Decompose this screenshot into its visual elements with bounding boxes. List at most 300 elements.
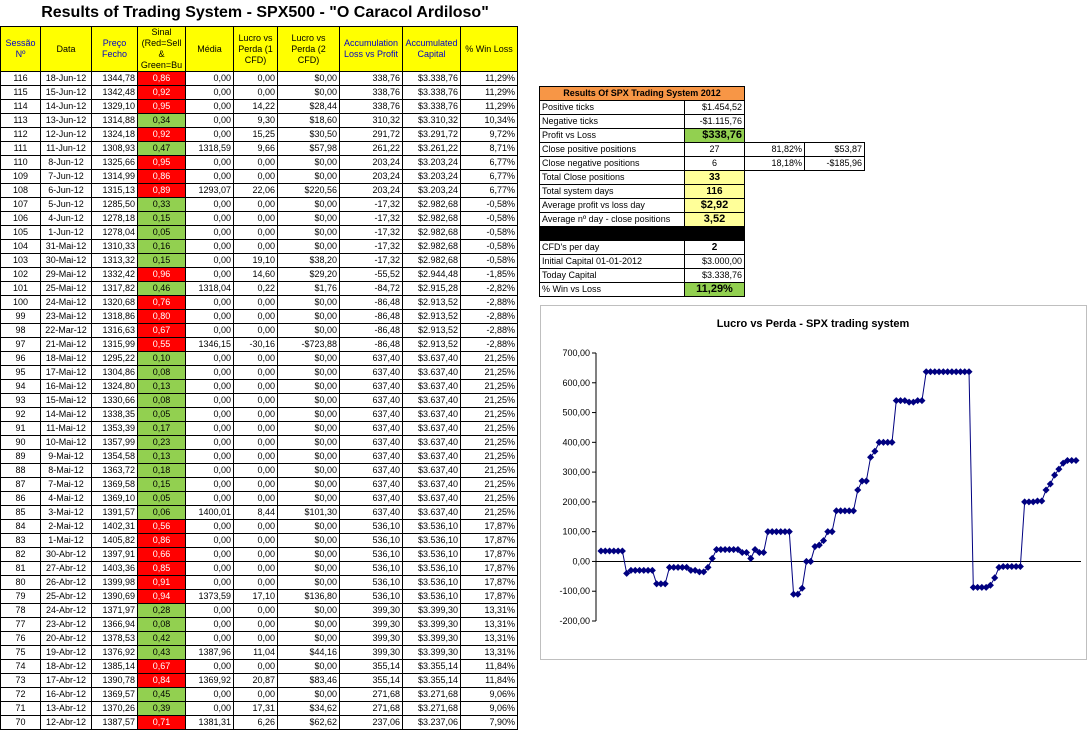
profit-1cfd-cell: 0,00 xyxy=(234,380,278,394)
price-cell: 1371,97 xyxy=(92,604,138,618)
y-tick-label: 500,00 xyxy=(562,407,590,418)
profit-2cfd-cell: $0,00 xyxy=(278,198,340,212)
profit-2cfd-cell: $0,00 xyxy=(278,86,340,100)
average-cell: 0,00 xyxy=(186,548,234,562)
profit-2cfd-cell: $0,00 xyxy=(278,72,340,86)
table-row xyxy=(1,296,518,310)
date-cell: 11-Jun-12 xyxy=(41,142,92,156)
accumulation-cell: 338,76 xyxy=(340,86,403,100)
session-cell: 112 xyxy=(1,128,41,142)
session-cell: 90 xyxy=(1,436,41,450)
chart-svg xyxy=(541,306,1086,659)
price-cell: 1402,31 xyxy=(92,520,138,534)
capital-cell: $2.982,68 xyxy=(403,240,461,254)
profit-1cfd-cell: 0,00 xyxy=(234,632,278,646)
date-cell: 1-Mai-12 xyxy=(41,534,92,548)
close-negative-pct: 18,18% xyxy=(745,157,805,171)
win-loss-cell: 21,25% xyxy=(461,478,518,492)
accumulation-cell: 637,40 xyxy=(340,408,403,422)
date-cell: 8-Mai-12 xyxy=(41,464,92,478)
total-days-label: Total system days xyxy=(540,185,685,199)
session-cell: 95 xyxy=(1,366,41,380)
table-row xyxy=(1,394,518,408)
average-cell: 0,00 xyxy=(186,254,234,268)
profit-1cfd-cell: 19,10 xyxy=(234,254,278,268)
profit-1cfd-cell: 0,22 xyxy=(234,282,278,296)
profit-2cfd-cell: $136,80 xyxy=(278,590,340,604)
capital-cell: $3.536,10 xyxy=(403,548,461,562)
accumulation-cell: 637,40 xyxy=(340,506,403,520)
average-cell: 0,00 xyxy=(186,660,234,674)
profit-1cfd-cell: 0,00 xyxy=(234,240,278,254)
price-cell: 1378,53 xyxy=(92,632,138,646)
profit-2cfd-cell: $0,00 xyxy=(278,576,340,590)
table-row xyxy=(1,142,518,156)
profit-2cfd-cell: $0,00 xyxy=(278,618,340,632)
session-cell: 107 xyxy=(1,198,41,212)
profit-2cfd-cell: $0,00 xyxy=(278,562,340,576)
profit-2cfd-cell: $1,76 xyxy=(278,282,340,296)
accumulation-cell: 637,40 xyxy=(340,450,403,464)
capital-cell: $2.913,52 xyxy=(403,338,461,352)
table-header-row xyxy=(1,27,518,72)
accumulation-cell: 399,30 xyxy=(340,646,403,660)
table-row xyxy=(1,408,518,422)
profit-2cfd-cell: $0,00 xyxy=(278,156,340,170)
close-positive-count: 27 xyxy=(685,143,745,157)
win-loss-cell: -0,58% xyxy=(461,226,518,240)
price-cell: 1317,82 xyxy=(92,282,138,296)
profit-2cfd-cell: $0,00 xyxy=(278,548,340,562)
capital-cell: $3.203,24 xyxy=(403,170,461,184)
win-loss-cell: -0,58% xyxy=(461,212,518,226)
capital-cell: $2.913,52 xyxy=(403,324,461,338)
table-row xyxy=(1,212,518,226)
session-cell: 108 xyxy=(1,184,41,198)
date-cell: 26-Abr-12 xyxy=(41,576,92,590)
signal-cell: 0,67 xyxy=(138,660,186,674)
capital-cell: $3.338,76 xyxy=(403,100,461,114)
profit-2cfd-cell: $0,00 xyxy=(278,632,340,646)
capital-cell: $2.982,68 xyxy=(403,226,461,240)
table-row xyxy=(1,268,518,282)
accumulation-cell: -55,52 xyxy=(340,268,403,282)
data-point xyxy=(662,580,669,587)
profit-1cfd-cell: 0,00 xyxy=(234,226,278,240)
profit-2cfd-cell: $0,00 xyxy=(278,380,340,394)
capital-cell: $3.338,76 xyxy=(403,72,461,86)
table-row xyxy=(1,114,518,128)
price-cell: 1315,99 xyxy=(92,338,138,352)
profit-1cfd-cell: 0,00 xyxy=(234,394,278,408)
date-cell: 19-Abr-12 xyxy=(41,646,92,660)
profit-2cfd-cell: $0,00 xyxy=(278,408,340,422)
table-row xyxy=(1,562,518,576)
profit-2cfd-cell: $30,50 xyxy=(278,128,340,142)
session-cell: 106 xyxy=(1,212,41,226)
accumulation-cell: 399,30 xyxy=(340,632,403,646)
signal-cell: 0,92 xyxy=(138,128,186,142)
price-cell: 1369,10 xyxy=(92,492,138,506)
date-cell: 17-Abr-12 xyxy=(41,674,92,688)
profit-2cfd-cell: $0,00 xyxy=(278,534,340,548)
profit-1cfd-cell: 17,31 xyxy=(234,702,278,716)
capital-cell: $3.355,14 xyxy=(403,660,461,674)
signal-cell: 0,43 xyxy=(138,646,186,660)
profit-2cfd-cell: $0,00 xyxy=(278,478,340,492)
data-point xyxy=(867,454,874,461)
win-loss-cell: 6,77% xyxy=(461,156,518,170)
y-tick-label: 600,00 xyxy=(562,377,590,388)
report-title: Results of Trading System - SPX500 - "O Caracol Ardiloso" xyxy=(41,4,489,21)
table-row xyxy=(1,576,518,590)
profit-2cfd-cell: $0,00 xyxy=(278,492,340,506)
table-row xyxy=(1,618,518,632)
capital-cell: $3.536,10 xyxy=(403,520,461,534)
accumulation-cell: 310,32 xyxy=(340,114,403,128)
signal-cell: 0,86 xyxy=(138,72,186,86)
win-loss-cell: 17,87% xyxy=(461,590,518,604)
date-cell: 16-Mai-12 xyxy=(41,380,92,394)
column-header: Média xyxy=(186,27,234,72)
capital-cell: $3.637,40 xyxy=(403,366,461,380)
date-cell: 29-Mai-12 xyxy=(41,268,92,282)
table-row xyxy=(1,86,518,100)
average-cell: 1318,59 xyxy=(186,142,234,156)
table-row xyxy=(1,436,518,450)
session-cell: 86 xyxy=(1,492,41,506)
capital-cell: $3.536,10 xyxy=(403,534,461,548)
session-cell: 114 xyxy=(1,100,41,114)
average-cell: 1369,92 xyxy=(186,674,234,688)
profit-2cfd-cell: $0,00 xyxy=(278,660,340,674)
session-cell: 78 xyxy=(1,604,41,618)
data-point xyxy=(807,558,814,565)
session-cell: 96 xyxy=(1,352,41,366)
session-cell: 92 xyxy=(1,408,41,422)
profit-1cfd-cell: 0,00 xyxy=(234,408,278,422)
price-cell: 1310,33 xyxy=(92,240,138,254)
signal-cell: 0,55 xyxy=(138,338,186,352)
average-cell: 0,00 xyxy=(186,576,234,590)
accumulation-cell: -17,32 xyxy=(340,240,403,254)
price-cell: 1320,68 xyxy=(92,296,138,310)
accumulation-cell: 338,76 xyxy=(340,72,403,86)
profit-1cfd-cell: 8,44 xyxy=(234,506,278,520)
table-row xyxy=(1,604,518,618)
avg-days-value: 3,52 xyxy=(685,213,745,227)
average-cell: 1387,96 xyxy=(186,646,234,660)
summary-table xyxy=(539,86,865,297)
price-cell: 1390,69 xyxy=(92,590,138,604)
data-point xyxy=(1051,472,1058,479)
profit-1cfd-cell: 11,04 xyxy=(234,646,278,660)
profit-2cfd-cell: $0,00 xyxy=(278,310,340,324)
capital-cell: $3.310,32 xyxy=(403,114,461,128)
avg-profit-value: $2,92 xyxy=(685,199,745,213)
profit-2cfd-cell: $0,00 xyxy=(278,450,340,464)
column-header: Lucro vs Perda (1 CFD) xyxy=(234,27,278,72)
date-cell: 21-Mai-12 xyxy=(41,338,92,352)
signal-cell: 0,94 xyxy=(138,590,186,604)
negative-ticks-value: -$1.115,76 xyxy=(685,115,745,129)
average-cell: 1381,31 xyxy=(186,716,234,730)
signal-cell: 0,47 xyxy=(138,142,186,156)
profit-value: $338,76 xyxy=(685,129,745,143)
profit-1cfd-cell: 0,00 xyxy=(234,688,278,702)
date-cell: 6-Jun-12 xyxy=(41,184,92,198)
accumulation-cell: 637,40 xyxy=(340,352,403,366)
win-loss-cell: 21,25% xyxy=(461,366,518,380)
profit-2cfd-cell: $0,00 xyxy=(278,464,340,478)
win-loss-cell: 21,25% xyxy=(461,450,518,464)
accumulation-cell: -86,48 xyxy=(340,296,403,310)
table-row xyxy=(1,478,518,492)
session-cell: 76 xyxy=(1,632,41,646)
win-loss-cell: 21,25% xyxy=(461,464,518,478)
average-cell: 0,00 xyxy=(186,170,234,184)
date-cell: 15-Jun-12 xyxy=(41,86,92,100)
capital-cell: $3.271,68 xyxy=(403,702,461,716)
price-cell: 1314,99 xyxy=(92,170,138,184)
profit-1cfd-cell: 0,00 xyxy=(234,86,278,100)
session-cell: 77 xyxy=(1,618,41,632)
profit-1cfd-cell: 0,00 xyxy=(234,464,278,478)
table-row xyxy=(1,226,518,240)
win-loss-cell: 13,31% xyxy=(461,632,518,646)
accumulation-cell: 355,14 xyxy=(340,660,403,674)
capital-cell: $2.913,52 xyxy=(403,296,461,310)
win-loss-cell: -0,58% xyxy=(461,198,518,212)
date-cell: 2-Mai-12 xyxy=(41,520,92,534)
data-point xyxy=(850,507,857,514)
capital-cell: $3.637,40 xyxy=(403,450,461,464)
date-cell: 4-Mai-12 xyxy=(41,492,92,506)
profit-1cfd-cell: 0,00 xyxy=(234,170,278,184)
signal-cell: 0,33 xyxy=(138,198,186,212)
data-point xyxy=(863,478,870,485)
column-header: Data xyxy=(41,27,92,72)
y-tick-label: 300,00 xyxy=(562,467,590,478)
date-cell: 4-Jun-12 xyxy=(41,212,92,226)
capital-cell: $3.536,10 xyxy=(403,562,461,576)
signal-cell: 0,06 xyxy=(138,506,186,520)
win-loss-cell: 9,06% xyxy=(461,688,518,702)
profit-1cfd-cell: 0,00 xyxy=(234,324,278,338)
profit-1cfd-cell: 0,00 xyxy=(234,450,278,464)
total-close-label: Total Close positions xyxy=(540,171,685,185)
average-cell: 0,00 xyxy=(186,688,234,702)
date-cell: 13-Abr-12 xyxy=(41,702,92,716)
price-cell: 1325,66 xyxy=(92,156,138,170)
capital-cell: $3.536,10 xyxy=(403,576,461,590)
price-cell: 1324,18 xyxy=(92,128,138,142)
session-cell: 74 xyxy=(1,660,41,674)
session-cell: 102 xyxy=(1,268,41,282)
accumulation-cell: 536,10 xyxy=(340,576,403,590)
price-cell: 1315,13 xyxy=(92,184,138,198)
data-point xyxy=(1043,486,1050,493)
capital-cell: $3.399,30 xyxy=(403,604,461,618)
y-tick-label: 400,00 xyxy=(562,437,590,448)
average-cell: 0,00 xyxy=(186,520,234,534)
price-cell: 1332,42 xyxy=(92,268,138,282)
price-cell: 1318,86 xyxy=(92,310,138,324)
session-cell: 116 xyxy=(1,72,41,86)
win-loss-cell: 21,25% xyxy=(461,492,518,506)
accumulation-cell: 291,72 xyxy=(340,128,403,142)
summary-header: Results Of SPX Trading System 2012 xyxy=(540,87,745,101)
date-cell: 31-Mai-12 xyxy=(41,240,92,254)
signal-cell: 0,76 xyxy=(138,296,186,310)
win-loss-cell: 11,29% xyxy=(461,100,518,114)
date-cell: 18-Jun-12 xyxy=(41,72,92,86)
date-cell: 8-Jun-12 xyxy=(41,156,92,170)
average-cell: 0,00 xyxy=(186,366,234,380)
win-loss-cell: 17,87% xyxy=(461,520,518,534)
price-cell: 1342,48 xyxy=(92,86,138,100)
price-cell: 1357,99 xyxy=(92,436,138,450)
signal-cell: 0,15 xyxy=(138,478,186,492)
data-point xyxy=(888,439,895,446)
signal-cell: 0,92 xyxy=(138,86,186,100)
cfd-value: 2 xyxy=(685,241,745,255)
signal-cell: 0,15 xyxy=(138,212,186,226)
profit-2cfd-cell: $0,00 xyxy=(278,212,340,226)
win-loss-cell: -2,88% xyxy=(461,324,518,338)
win-loss-cell: 11,84% xyxy=(461,660,518,674)
positive-ticks-label: Positive ticks xyxy=(540,101,685,115)
capital-cell: $3.637,40 xyxy=(403,478,461,492)
date-cell: 5-Jun-12 xyxy=(41,198,92,212)
price-cell: 1338,35 xyxy=(92,408,138,422)
price-cell: 1405,82 xyxy=(92,534,138,548)
date-cell: 30-Abr-12 xyxy=(41,548,92,562)
profit-1cfd-cell: 0,00 xyxy=(234,562,278,576)
cfd-label: CFD's per day xyxy=(540,241,685,255)
win-loss-cell: 17,87% xyxy=(461,562,518,576)
table-body xyxy=(1,72,518,730)
table-row xyxy=(1,688,518,702)
win-loss-cell: 21,25% xyxy=(461,394,518,408)
price-cell: 1390,78 xyxy=(92,674,138,688)
table-row xyxy=(1,128,518,142)
accumulation-cell: 261,22 xyxy=(340,142,403,156)
signal-cell: 0,17 xyxy=(138,422,186,436)
date-cell: 12-Abr-12 xyxy=(41,716,92,730)
session-cell: 88 xyxy=(1,464,41,478)
avg-profit-label: Average profit vs loss day xyxy=(540,199,685,213)
date-cell: 20-Abr-12 xyxy=(41,632,92,646)
profit-chart xyxy=(540,305,1087,660)
data-point xyxy=(965,368,972,375)
profit-1cfd-cell: 0,00 xyxy=(234,576,278,590)
accumulation-cell: 355,14 xyxy=(340,674,403,688)
table-row xyxy=(1,716,518,730)
win-loss-cell: -1,85% xyxy=(461,268,518,282)
price-cell: 1399,98 xyxy=(92,576,138,590)
accumulation-cell: 536,10 xyxy=(340,590,403,604)
date-cell: 13-Jun-12 xyxy=(41,114,92,128)
average-cell: 0,00 xyxy=(186,324,234,338)
signal-cell: 0,13 xyxy=(138,380,186,394)
capital-cell: $3.203,24 xyxy=(403,156,461,170)
signal-cell: 0,45 xyxy=(138,688,186,702)
price-cell: 1316,63 xyxy=(92,324,138,338)
session-cell: 70 xyxy=(1,716,41,730)
profit-1cfd-cell: 17,10 xyxy=(234,590,278,604)
session-cell: 93 xyxy=(1,394,41,408)
table-row xyxy=(1,422,518,436)
signal-cell: 0,86 xyxy=(138,534,186,548)
price-cell: 1369,57 xyxy=(92,688,138,702)
data-point xyxy=(649,567,656,574)
win-loss-cell: 6,77% xyxy=(461,184,518,198)
date-cell: 9-Mai-12 xyxy=(41,450,92,464)
signal-cell: 0,85 xyxy=(138,562,186,576)
win-loss-cell: 13,31% xyxy=(461,618,518,632)
data-point xyxy=(1055,466,1062,473)
average-cell: 0,00 xyxy=(186,492,234,506)
table-row xyxy=(1,702,518,716)
table-row xyxy=(1,534,518,548)
win-loss-cell: 13,31% xyxy=(461,604,518,618)
signal-cell: 0,95 xyxy=(138,100,186,114)
price-cell: 1369,58 xyxy=(92,478,138,492)
capital-cell: $3.399,30 xyxy=(403,646,461,660)
average-cell: 1373,59 xyxy=(186,590,234,604)
price-cell: 1403,36 xyxy=(92,562,138,576)
date-cell: 18-Mai-12 xyxy=(41,352,92,366)
accumulation-cell: -17,32 xyxy=(340,226,403,240)
profit-2cfd-cell: $0,00 xyxy=(278,520,340,534)
session-cell: 97 xyxy=(1,338,41,352)
profit-1cfd-cell: 0,00 xyxy=(234,520,278,534)
accumulation-cell: 637,40 xyxy=(340,366,403,380)
table-row xyxy=(1,198,518,212)
date-cell: 17-Mai-12 xyxy=(41,366,92,380)
profit-1cfd-cell: 0,00 xyxy=(234,548,278,562)
capital-cell: $3.637,40 xyxy=(403,436,461,450)
capital-cell: $2.915,28 xyxy=(403,282,461,296)
profit-1cfd-cell: 0,00 xyxy=(234,72,278,86)
price-cell: 1278,04 xyxy=(92,226,138,240)
data-point xyxy=(1047,480,1054,487)
data-point xyxy=(799,585,806,592)
total-close-value: 33 xyxy=(685,171,745,185)
session-cell: 110 xyxy=(1,156,41,170)
profit-1cfd-cell: 0,00 xyxy=(234,422,278,436)
profit-2cfd-cell: $0,00 xyxy=(278,366,340,380)
signal-cell: 0,08 xyxy=(138,366,186,380)
win-loss-cell: -0,58% xyxy=(461,240,518,254)
date-cell: 24-Mai-12 xyxy=(41,296,92,310)
close-negative-count: 6 xyxy=(685,157,745,171)
accumulation-cell: -86,48 xyxy=(340,338,403,352)
profit-1cfd-cell: 9,66 xyxy=(234,142,278,156)
accumulation-cell: 399,30 xyxy=(340,618,403,632)
signal-cell: 0,16 xyxy=(138,240,186,254)
accumulation-cell: 271,68 xyxy=(340,702,403,716)
price-cell: 1314,88 xyxy=(92,114,138,128)
accumulation-cell: 637,40 xyxy=(340,422,403,436)
signal-cell: 0,66 xyxy=(138,548,186,562)
profit-2cfd-cell: $0,00 xyxy=(278,688,340,702)
average-cell: 0,00 xyxy=(186,478,234,492)
average-cell: 0,00 xyxy=(186,128,234,142)
data-point xyxy=(918,397,925,404)
session-cell: 103 xyxy=(1,254,41,268)
